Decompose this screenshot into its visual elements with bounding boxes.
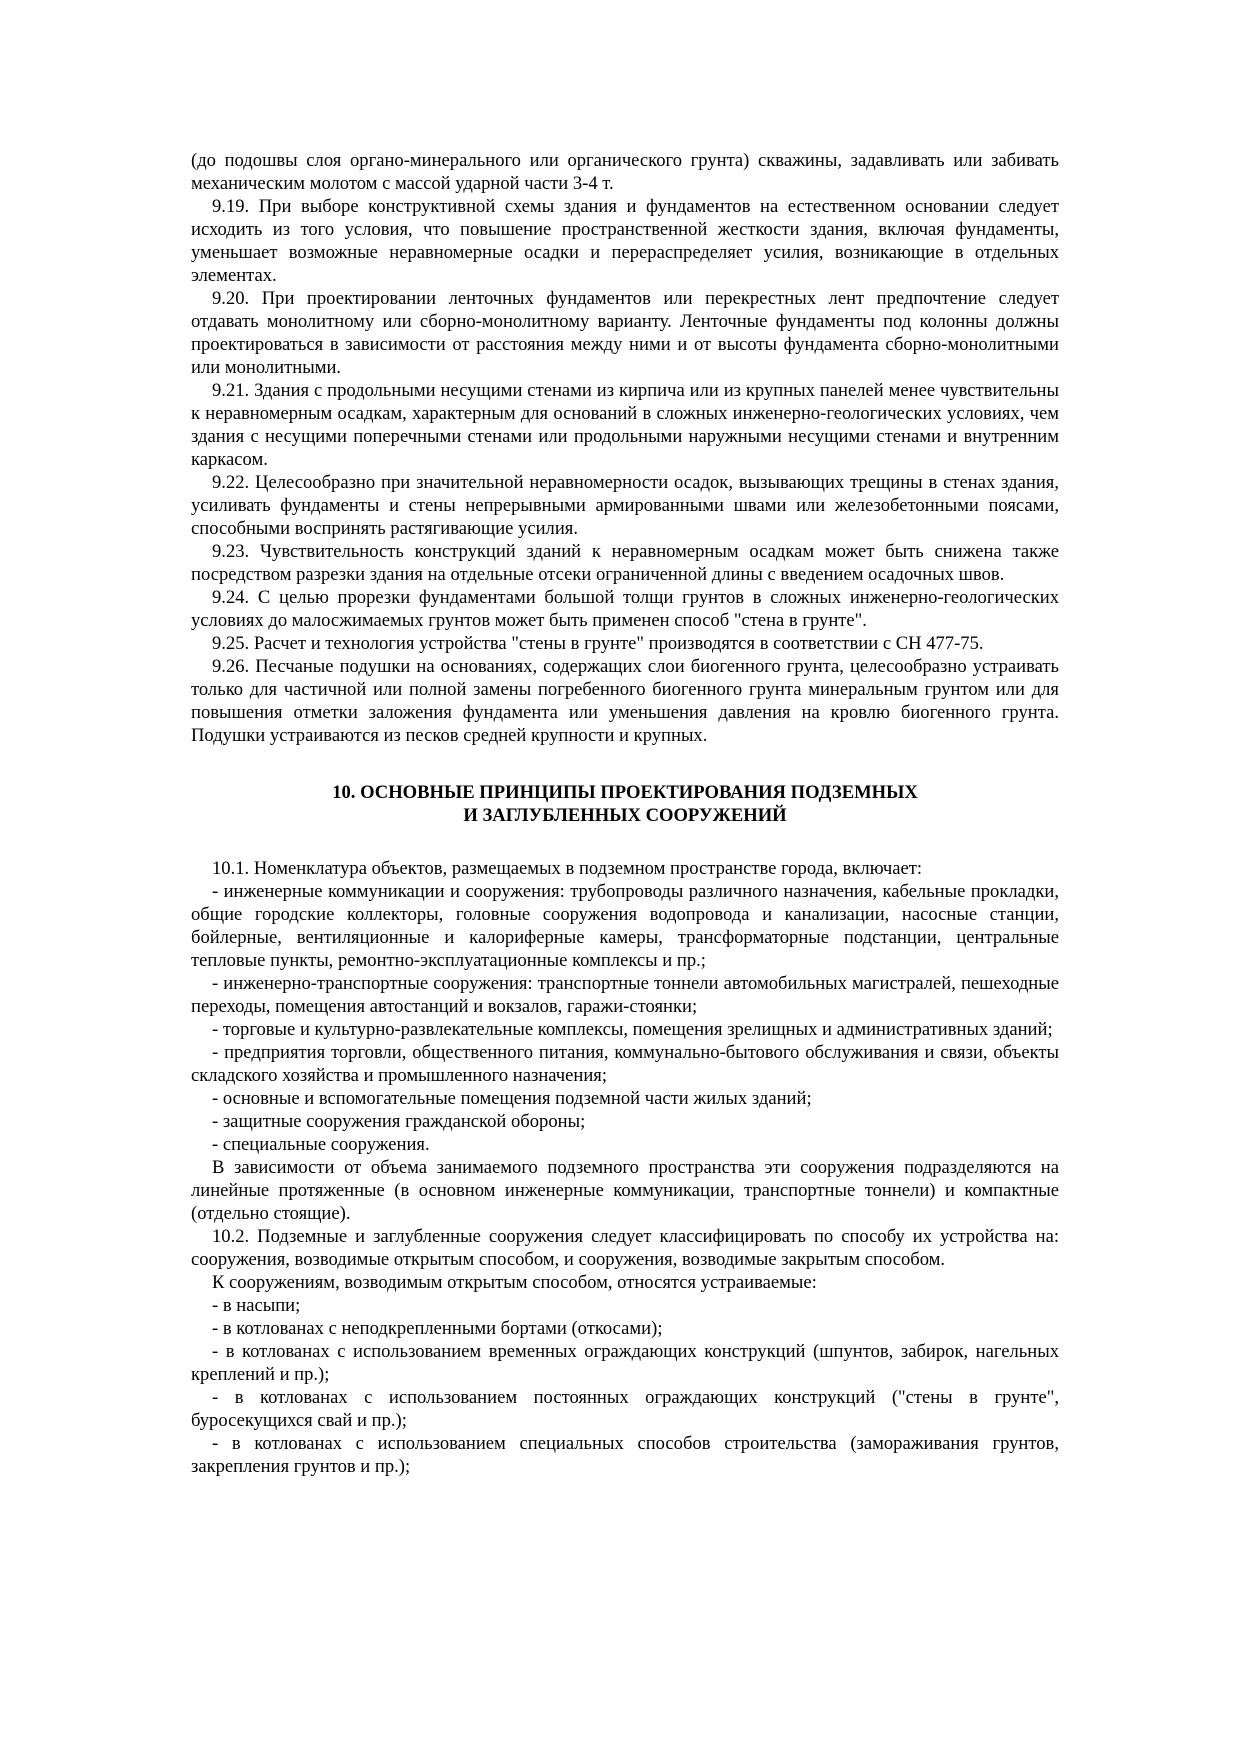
paragraph: - основные и вспомогательные помещения подземной части жилых зданий; bbox=[212, 1088, 812, 1109]
paragraph: - предприятия торговли, общественного питания, коммунально-бытового обслуживания и связи, объекты складского хозяйства и промышленного назначения; bbox=[191, 1042, 1059, 1086]
paragraph: - специальные сооружения. bbox=[212, 1134, 430, 1155]
paragraph: К сооружениям, возводимым открытым способом, относятся устраиваемые: bbox=[212, 1272, 817, 1293]
heading-line-1: 10. ОСНОВНЫЕ ПРИНЦИПЫ ПРОЕКТИРОВАНИЯ ПОДЗЕМНЫХ bbox=[332, 782, 918, 803]
paragraph: - инженерно-транспортные сооружения: транспортные тоннели автомобильных магистралей, пешеходные переходы, помещения автостанций и вокзалов, гаражи-стоянки; bbox=[191, 973, 1059, 1017]
paragraph: - торговые и культурно-развлекательные комплексы, помещения зрелищных и административных зданий; bbox=[212, 1019, 1053, 1040]
paragraph: 9.26. Песчаные подушки на основаниях, содержащих слои биогенного грунта, целесообразно устраивать только для частичной или полной замены погребенного биогенного грунта минеральным грунтом или для повышения отметки заложения фундамента или уменьшения давления на кровлю биогенного грунта. Подушки устраиваются из песков средней крупности и крупных. bbox=[191, 656, 1059, 746]
paragraph: 9.22. Целесообразно при значительной неравномерности осадок, вызывающих трещины в стенах здания, усиливать фундаменты и стены непрерывными армированными швами или железобетонными поясами, способными воспринять растягивающие усилия. bbox=[191, 472, 1059, 539]
document-page bbox=[191, 149, 1059, 1478]
paragraph: 9.19. При выборе конструктивной схемы здания и фундаментов на естественном основании следует исходить из того условия, что повышение пространственной жесткости здания, включая фундаменты, уменьшает возможные неравномерные осадки и перераспределяет усилия, возникающие в отдельных элементах. bbox=[191, 196, 1059, 286]
paragraph: - в котлованах с использованием временных ограждающих конструкций (шпунтов, забирок, нагельных креплений и пр.); bbox=[191, 1341, 1059, 1385]
paragraph: - в насыпи; bbox=[212, 1295, 301, 1316]
heading-line-2: И ЗАГЛУБЛЕННЫХ СООРУЖЕНИЙ bbox=[463, 805, 787, 826]
paragraph: 10.2. Подземные и заглубленные сооружения следует классифицировать по способу их устройства на: сооружения, возводимые открытым способом, и сооружения, возводимые закрытым способом. bbox=[191, 1226, 1059, 1270]
section-10-paragraphs bbox=[191, 857, 1059, 1478]
paragraph: 10.1. Номенклатура объектов, размещаемых в подземном пространстве города, включает: bbox=[212, 858, 923, 879]
paragraph: 9.20. При проектировании ленточных фундаментов или перекрестных лент предпочтение следует отдавать монолитному или сборно-монолитному варианту. Ленточные фундаменты под колонны должны проектироваться в зависимости от расстояния между ними и от высоты фундамента сборно-монолитными или монолитными. bbox=[191, 288, 1059, 378]
section-9-paragraphs bbox=[191, 149, 1059, 747]
paragraph: В зависимости от объема занимаемого подземного пространства эти сооружения подразделяются на линейные протяженные (в основном инженерные коммуникации, транспортные тоннели) и компактные (отдельно стоящие). bbox=[191, 1157, 1059, 1224]
paragraph: 9.21. Здания с продольными несущими стенами из кирпича или из крупных панелей менее чувствительны к неравномерным осадкам, характерным для оснований в сложных инженерно-геологических условиях, чем здания с несущими поперечными стенами или продольными наружными несущими стенами и внутренним каркасом. bbox=[191, 380, 1059, 470]
paragraph: (до подошвы слоя органо-минерального или органического грунта) скважины, задавливать или забивать механическим молотом с массой ударной части 3-4 т. bbox=[191, 150, 1059, 194]
paragraph: - в котлованах с использованием постоянных ограждающих конструкций ("стены в грунте", буросекущихся свай и пр.); bbox=[191, 1387, 1059, 1431]
section-10-heading bbox=[191, 781, 1059, 827]
paragraph: - в котлованах с неподкрепленными бортами (откосами); bbox=[212, 1318, 663, 1339]
paragraph: - в котлованах с использованием специальных способов строительства (замораживания грунтов, закрепления грунтов и пр.); bbox=[191, 1433, 1059, 1477]
paragraph: 9.24. С целью прорезки фундаментами большой толщи грунтов в сложных инженерно-геологических условиях до малосжимаемых грунтов может быть применен способ "стена в грунте". bbox=[191, 587, 1059, 631]
paragraph: - защитные сооружения гражданской обороны; bbox=[212, 1111, 586, 1132]
paragraph: - инженерные коммуникации и сооружения: трубопроводы различного назначения, кабельные прокладки, общие городские коллекторы, головные сооружения водопровода и канализации, насосные станции, бойлерные, вентиляционные и калориферные камеры, трансформаторные подстанции, центральные тепловые пункты, ремонтно-эксплуатационные комплексы и пр.; bbox=[191, 881, 1059, 971]
paragraph: 9.25. Расчет и технология устройства "стены в грунте" производятся в соответствии с СН 477-75. bbox=[212, 633, 984, 654]
paragraph: 9.23. Чувствительность конструкций зданий к неравномерным осадкам может быть снижена также посредством разрезки здания на отдельные отсеки ограниченной длины с введением осадочных швов. bbox=[191, 541, 1059, 585]
